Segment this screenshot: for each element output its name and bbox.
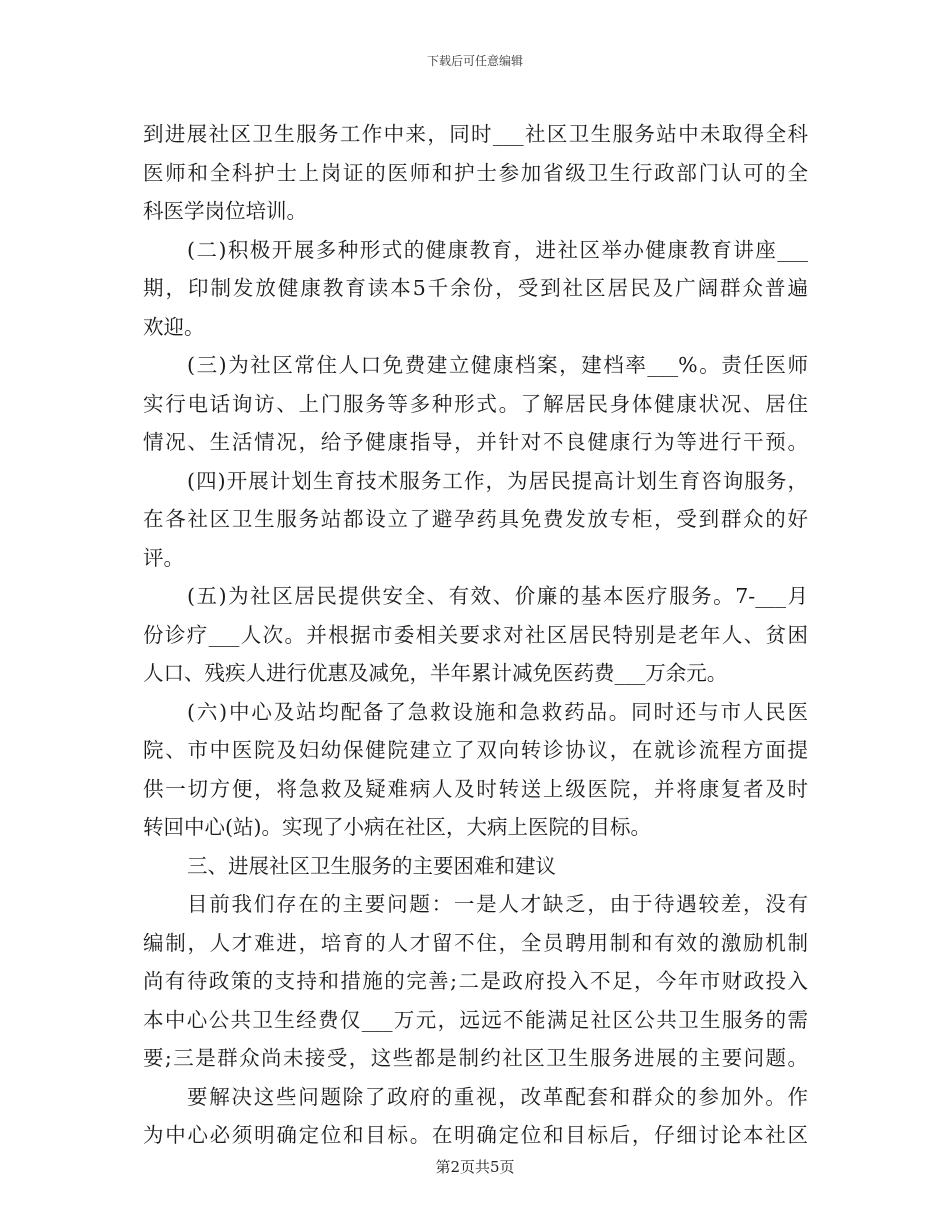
- text-line: 情况、生活情况，给予健康指导，并针对不良健康行为等进行干预。: [143, 430, 808, 454]
- text-line: 医师和全科护士上岗证的医师和护士参加省级卫生行政部门认可的全: [143, 160, 808, 185]
- text-line: 到进展社区卫生服务工作中来，同时___社区卫生服务站中未取得全科: [143, 122, 808, 146]
- text-line: 要;三是群众尚未接受，这些都是制约社区卫生服务进展的主要问题。: [143, 1046, 808, 1070]
- text-line: 院、市中医院及妇幼保健院建立了双向转诊协议，在就诊流程方面提: [143, 738, 808, 762]
- text-line: 供一切方便，将急救及疑难病人及时转送上级医院，并将康复者及时: [143, 776, 808, 801]
- paragraph-start-line: 要解决这些问题除了政府的重视，改革配套和群众的参加外。作: [187, 1084, 808, 1109]
- text-line: 份诊疗___人次。并根据市委相关要求对社区居民特别是老年人、贫困: [143, 622, 808, 647]
- text-line: 本中心公共卫生经费仅___万元，远远不能满足社区公共卫生服务的需: [143, 1007, 808, 1032]
- text-line: 在各社区卫生服务站都设立了避孕药具免费发放专柜，受到群众的好: [143, 507, 808, 531]
- page-footer: 第2页共5页: [435, 1158, 515, 1176]
- text-line: 尚有待政策的支持和措施的完善;二是政府投入不足，今年市财政投入: [143, 969, 808, 993]
- paragraph-start-line: (五)为社区居民提供安全、有效、价廉的基本医疗服务。7-___月: [187, 584, 808, 608]
- paragraph-start-line: (四)开展计划生育技术服务工作，为居民提高计划生育咨询服务，: [187, 468, 808, 493]
- paragraph-start-line: 目前我们存在的主要问题：一是人才缺乏，由于待遇较差，没有: [187, 892, 808, 916]
- paragraph-start-line: (六)中心及站均配备了急救设施和急救药品。同时还与市人民医: [187, 699, 808, 724]
- text-line: 实行电话询访、上门服务等多种形式。了解居民身体健康状况、居住: [143, 391, 808, 416]
- paragraph-start-line: (三)为社区常住人口免费建立健康档案，建档率___%。责任医师: [187, 353, 808, 377]
- page-header: 下载后可任意编辑: [426, 54, 523, 68]
- text-line: 期，印制发放健康教育读本5千余份，受到社区居民及广阔群众普遍: [143, 276, 808, 300]
- text-line: 科医学岗位培训。: [143, 199, 307, 223]
- text-line: 转回中心(站)。实现了小病在社区，大病上医院的目标。: [143, 815, 651, 839]
- paragraph-start-line: (二)积极开展多种形式的健康教育，进社区举办健康教育讲座___: [187, 237, 808, 262]
- text-line: 编制，人才难进，培育的人才留不住，全员聘用制和有效的激励机制: [143, 930, 808, 955]
- text-line: 为中心必须明确定位和目标。在明确定位和目标后，仔细讨论本社区: [143, 1123, 808, 1147]
- text-line: 人口、残疾人进行优惠及减免，半年累计减免医药费___万余元。: [143, 661, 728, 685]
- section-heading: 三、进展社区卫生服务的主要困难和建议: [187, 853, 556, 878]
- text-line: 评。: [143, 545, 184, 570]
- text-line: 欢迎。: [143, 314, 205, 339]
- document-body: [143, 115, 808, 1155]
